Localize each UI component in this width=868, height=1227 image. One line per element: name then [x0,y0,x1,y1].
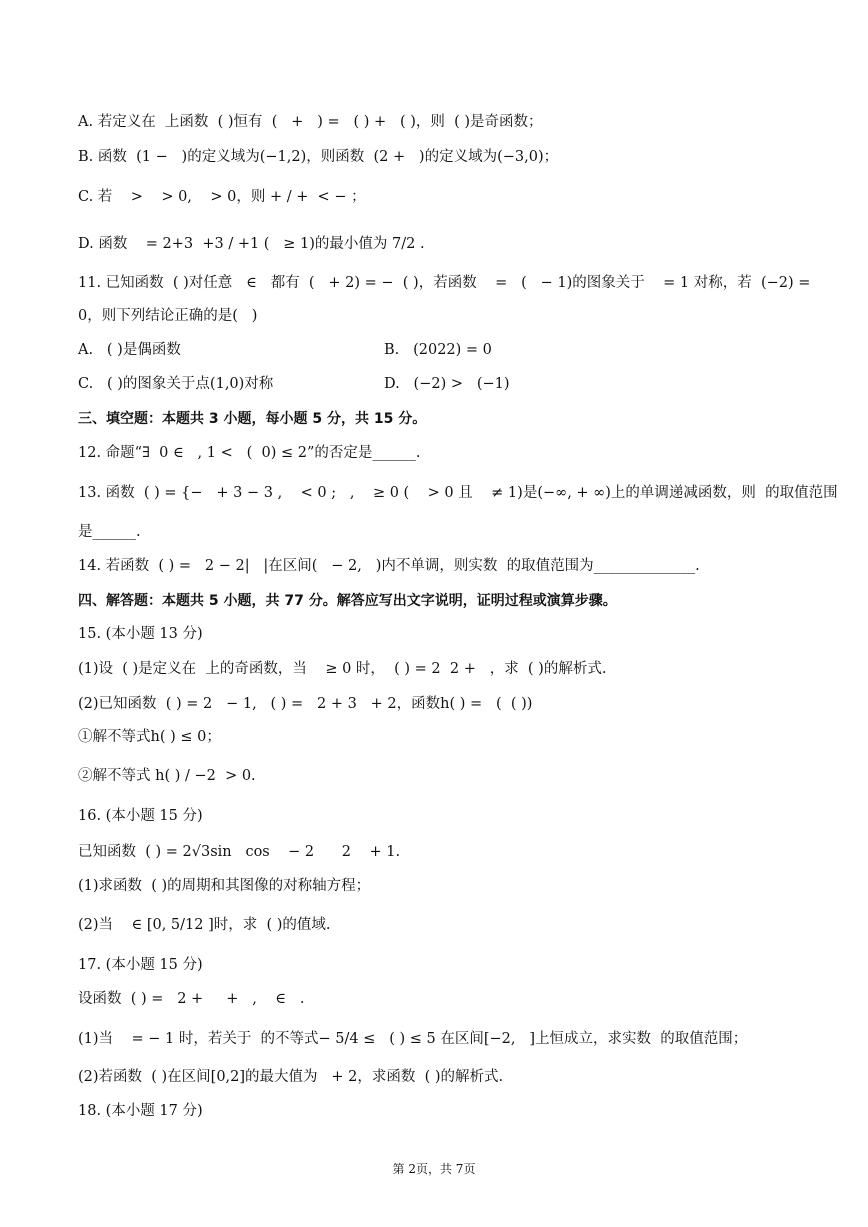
question-17-part-1: (1)当 = − 1 时，若关于 的不等式− 5/4 ≤ ( ) ≤ 5 在区间[−2, ]上恒成立，求实数 的取值范围； [78,1031,748,1047]
question-16-header: 16. (本小题 15 分) [78,808,203,824]
question-17-header: 17. (本小题 15 分) [78,957,203,973]
question-11-stem-cont: 0，则下列结论正确的是( ) [78,308,258,324]
question-13: 13. 函数 ( ) = {− + 3 − 3 , < 0 ; , ≥ 0 ( > 0 且 ≠ 1)是(−∞, + ∞)上的单调递减函数，则 的取值范围 [78,485,838,501]
question-13-cont: 是______. [78,524,141,540]
question-11-stem: 11. 已知函数 ( )对任意 ∈ 都有 ( + 2) = − ( )，若函数 = ( − 1)的图象关于 = 1 对称，若 (−2) = [78,275,811,291]
option-d-11: D. (−2) > (−1) [384,376,510,392]
question-16-part-2: (2)当 ∈ [0, 5/12 ]时，求 ( )的值域. [78,917,331,933]
section-answer-heading: 四、解答题：本题共 5 小题，共 77 分。解答应写出文字说明，证明过程或演算步骤。 [78,593,617,609]
question-18-header: 18. (本小题 17 分) [78,1103,203,1119]
page-footer: 第 2页，共 7页 [392,1162,476,1176]
question-15-header: 15. (本小题 13 分) [78,626,203,642]
question-16-part-1: (1)求函数 ( )的周期和其图像的对称轴方程； [78,878,371,894]
option-c-11: C. ( )的图象关于点(1,0)对称 [78,376,274,392]
question-15-sub-1: ①解不等式h( ) ≤ 0； [78,729,221,745]
section-fill-blank-heading: 三、填空题：本题共 3 小题，每小题 5 分，共 15 分。 [78,411,427,427]
question-16-stem: 已知函数 ( ) = 2√3sin cos − 2 2 + 1. [78,844,401,860]
option-d-10: D. 函数 = 2+3 +3 / +1 ( ≥ 1)的最小值为 7/2 . [78,236,425,252]
question-12: 12. 命题“∃ 0 ∈ , 1 < ( 0) ≤ 2”的否定是______. [78,445,421,461]
option-a-11: A. ( )是偶函数 [78,342,181,358]
question-14: 14. 若函数 ( ) = 2 − 2| |在区间( − 2, )内不单调，则实数 的取值范围为______________. [78,558,700,574]
question-15-sub-2: ②解不等式 h( ) / −2 > 0. [78,768,256,784]
question-17-part-2: (2)若函数 ( )在区间[0,2]的最大值为 + 2，求函数 ( )的解析式. [78,1069,504,1085]
option-b-10: B. 函数 (1 − )的定义域为(−1,2)，则函数 (2 + )的定义域为(−3,0)； [78,149,559,165]
question-15-part-1: (1)设 ( )是定义在 上的奇函数，当 ≥ 0 时， ( ) = 2 2 + ，求 ( )的解析式. [78,661,607,677]
option-a-10: A. 若定义在 上函数 ( )恒有 ( + ) = ( ) + ( )，则 ( )是奇函数； [78,114,543,130]
option-c-10: C. 若 > > 0, > 0，则 + / + < − ； [78,189,366,205]
option-b-11: B. (2022) = 0 [384,342,492,358]
question-15-part-2: (2)已知函数 ( ) = 2 − 1, ( ) = 2 + 3 + 2，函数h( ) = ( ( )) [78,696,533,712]
question-17-stem: 设函数 ( ) = 2 + + , ∈ . [78,991,305,1007]
